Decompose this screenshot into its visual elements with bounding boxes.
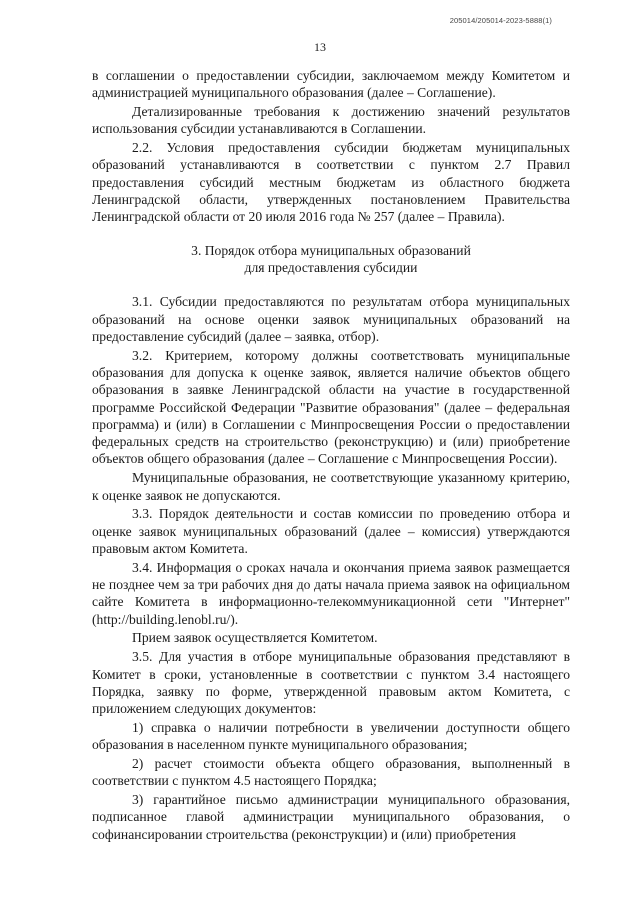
page-number: 13	[314, 40, 326, 54]
paragraph: 3.3. Порядок деятельности и состав комиссии по проведению отбора и оценке заявок муниципальных образований (далее – комиссия) утверждаются правовым актом Комитета.	[92, 506, 570, 556]
paragraph: Детализированные требования к достижению значений результатов использования субсидии устанавливаются в Соглашении.	[92, 104, 570, 137]
document-id: 205014/205014-2023-5888(1)	[449, 16, 552, 25]
section-heading-line: для предоставления субсидии	[244, 259, 418, 275]
paragraph: Прием заявок осуществляется Комитетом.	[132, 630, 378, 646]
list-item: 2) расчет стоимости объекта общего образования, выполненный в соответствии с пунктом 4.5 настоящего Порядка;	[92, 755, 570, 789]
document-body	[92, 67, 570, 844]
paragraph: Муниципальные образования, не соответствующие указанному критерию, к оценке заявок не допускаются.	[92, 470, 570, 503]
list-item: 3) гарантийное письмо администрации муниципального образования, подписанное главой администрации муниципального образования, о софинансировании строительства (реконструкции) и (или) приобретения	[92, 792, 570, 842]
paragraph: в соглашении о предоставлении субсидии, заключаемом между Комитетом и администрацией муниципального образования (далее – Соглашение).	[92, 68, 570, 101]
paragraph: 3.4. Информация о сроках начала и окончания приема заявок размещается не позднее чем за три рабочих дня до даты начала приема заявок на официальном сайте Комитета в информационно-телекоммуникационной сети "Интернет" (http://building.lenobl.ru/).	[92, 559, 570, 627]
list-item: 1) справка о наличии потребности в увеличении доступности общего образования в населенном пункте муниципального образования;	[92, 719, 570, 753]
section-heading-line: 3. Порядок отбора муниципальных образований	[191, 242, 471, 258]
paragraph: 2.2. Условия предоставления субсидии бюджетам муниципальных образований устанавливаются в соответствии с пунктом 2.7 Правил предоставления субсидий местным бюджетам из областного бюджета Ленинградской области, утвержденных постановлением Правительства Ленинградской области от 20 июля 2016 года № 257 (далее – Правила).	[92, 140, 570, 225]
paragraph: 3.5. Для участия в отборе муниципальные образования представляют в Комитет в сроки, установленные в соответствии с пунктом 3.4 настоящего Порядка, заявку по форме, утвержденной правовым актом Комитета, с приложением следующих документов:	[92, 649, 570, 717]
section-heading	[92, 242, 570, 277]
paragraph: 3.2. Критерием, которому должны соответствовать муниципальные образования для допуска к оценке заявок, является наличие объектов общего образования в заявке Ленинградской области на участие в государственной программе Российской Федерации "Развитие образования" (далее – федеральная программа) и (или) в Соглашении с Минпросвещения России о предоставлении федеральных средств на строительство (реконструкцию) и (или) приобретение объектов общего образования (далее – Соглашение с Минпросвещения России).	[92, 347, 570, 467]
paragraph: 3.1. Субсидии предоставляются по результатам отбора муниципальных образований на основе оценки заявок муниципальных образований на предоставление субсидий (далее – заявка, отбор).	[92, 294, 570, 344]
